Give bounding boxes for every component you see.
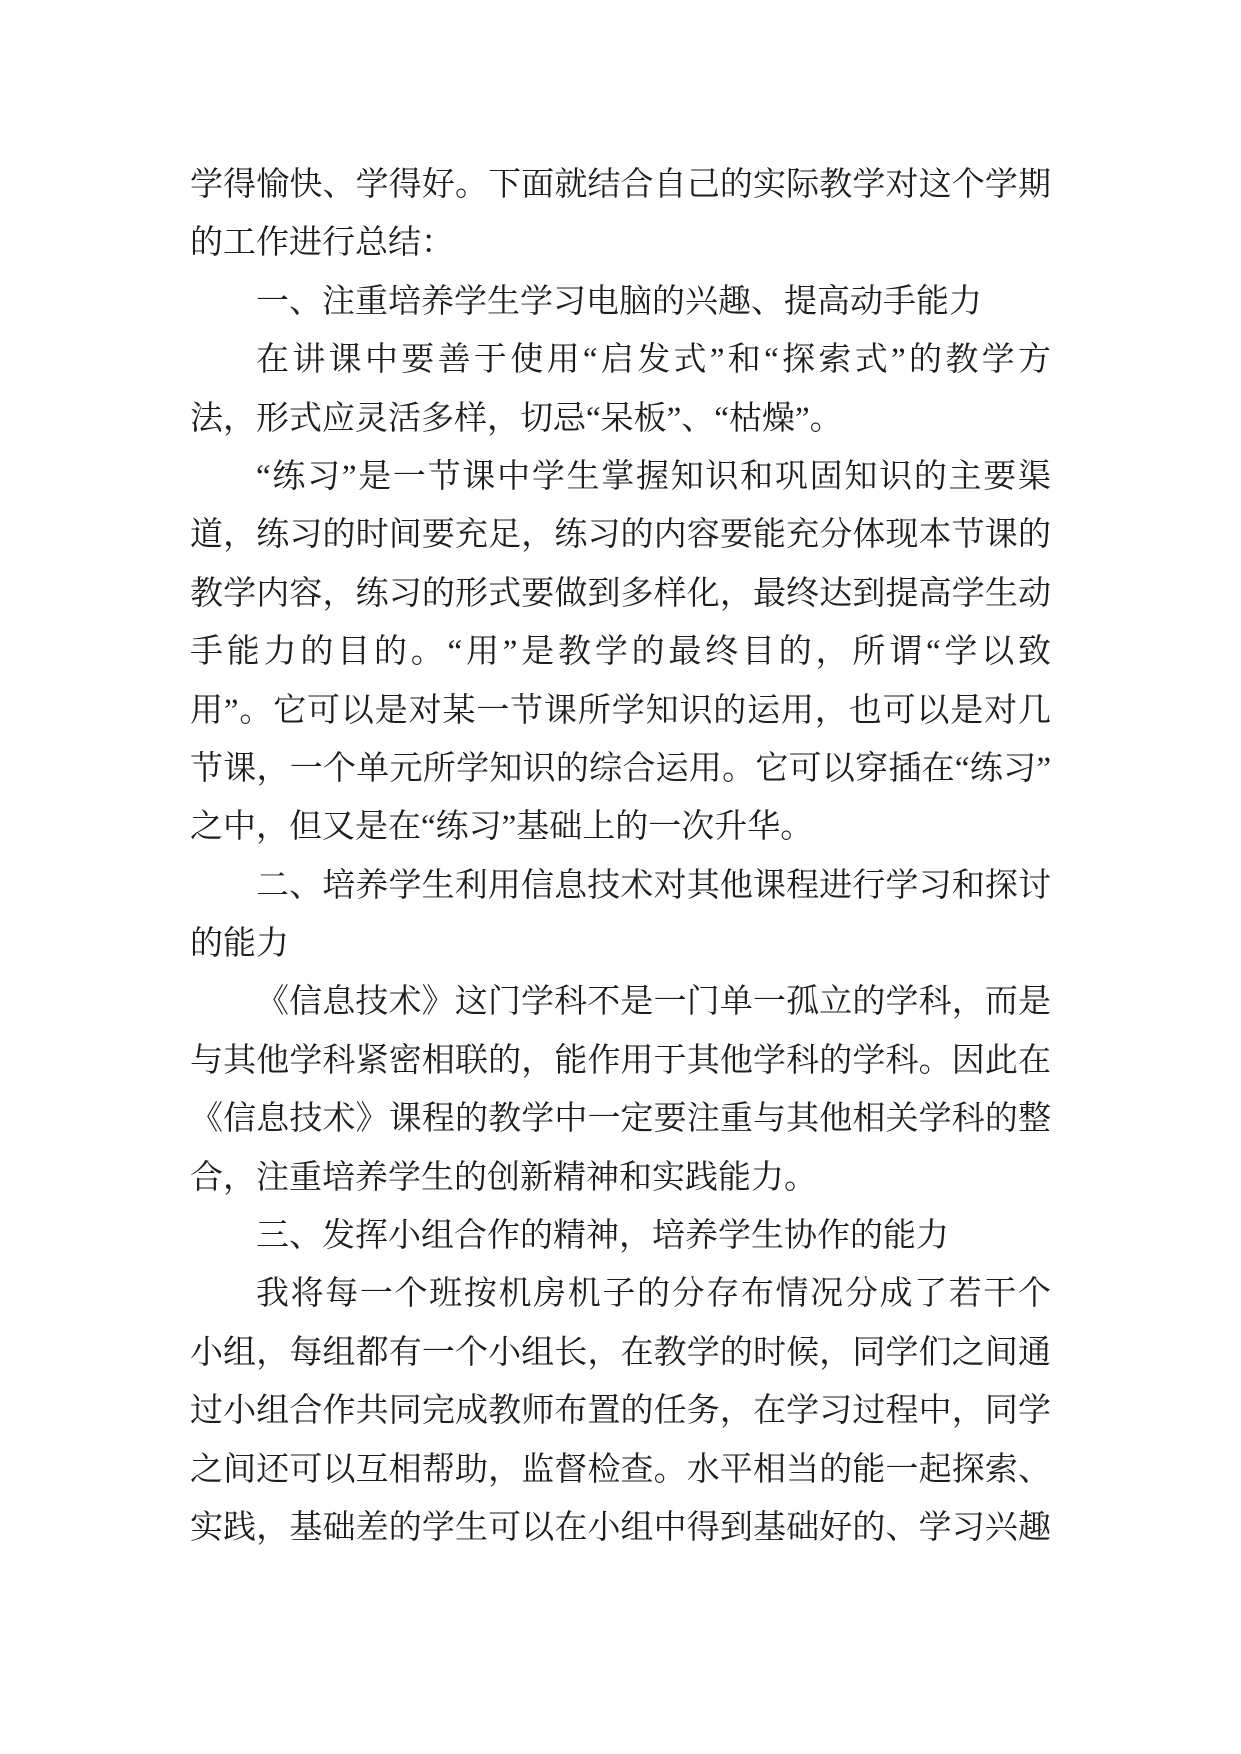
text-line: 实践，基础差的学生可以在小组中得到基础好的、学习兴趣 (190, 1509, 1051, 1546)
heading-line: 一、注重培养学生学习电脑的兴趣、提高动手能力 (256, 283, 982, 320)
text-line: 学得愉快、学得好。下面就结合自己的实际教学对这个学期 (190, 167, 1051, 203)
text-line: “练习”是一节课中学生掌握知识和巩固知识的主要渠 (256, 458, 1051, 495)
text-line: 教学内容，练习的形式要做到多样化，最终达到提高学生动 (190, 575, 1051, 612)
document-text-block (190, 156, 1051, 1557)
text-line: 与其他学科紧密相联的，能作用于其他学科的学科。因此在 (190, 1042, 1051, 1079)
heading-line: 的能力 (190, 926, 289, 963)
text-line: 用”。它可以是对某一节课所学知识的运用，也可以是对几 (190, 692, 1051, 729)
text-line: 我将每一个班按机房机子的分存布情况分成了若干个 (256, 1276, 1051, 1313)
text-line: 《信息技术》这门学科不是一门单一孤立的学科，而是 (256, 984, 1051, 1021)
text-line: 过小组合作共同完成教师布置的任务，在学习过程中，同学 (190, 1393, 1051, 1430)
text-line: 在讲课中要善于使用“启发式”和“探索式”的教学方 (256, 342, 1051, 379)
text-line: 之中，但又是在“练习”基础上的一次升华。 (190, 809, 814, 846)
text-line: 节课，一个单元所学知识的综合运用。它可以穿插在“练习” (190, 750, 1051, 787)
text-line: 的工作进行总结： (190, 225, 454, 262)
text-line: 道，练习的时间要充足，练习的内容要能充分体现本节课的 (190, 517, 1051, 554)
heading-line: 三、发挥小组合作的精神，培养学生协作的能力 (256, 1218, 949, 1255)
text-line: 手能力的目的。“用”是教学的最终目的，所谓“学以致 (190, 634, 1051, 671)
heading-line: 二、培养学生利用信息技术对其他课程进行学习和探讨 (256, 867, 1051, 904)
text-line: 《信息技术》课程的教学中一定要注重与其他相关学科的整 (190, 1101, 1051, 1138)
text-line: 合，注重培养学生的创新精神和实践能力。 (190, 1159, 817, 1196)
text-line: 之间还可以互相帮助，监督检查。水平相当的能一起探索、 (190, 1451, 1051, 1488)
text-line: 小组，每组都有一个小组长，在教学的时候，同学们之间通 (190, 1334, 1051, 1371)
text-line: 法，形式应灵活多样，切忌“呆板”、“枯燥”。 (190, 400, 843, 437)
